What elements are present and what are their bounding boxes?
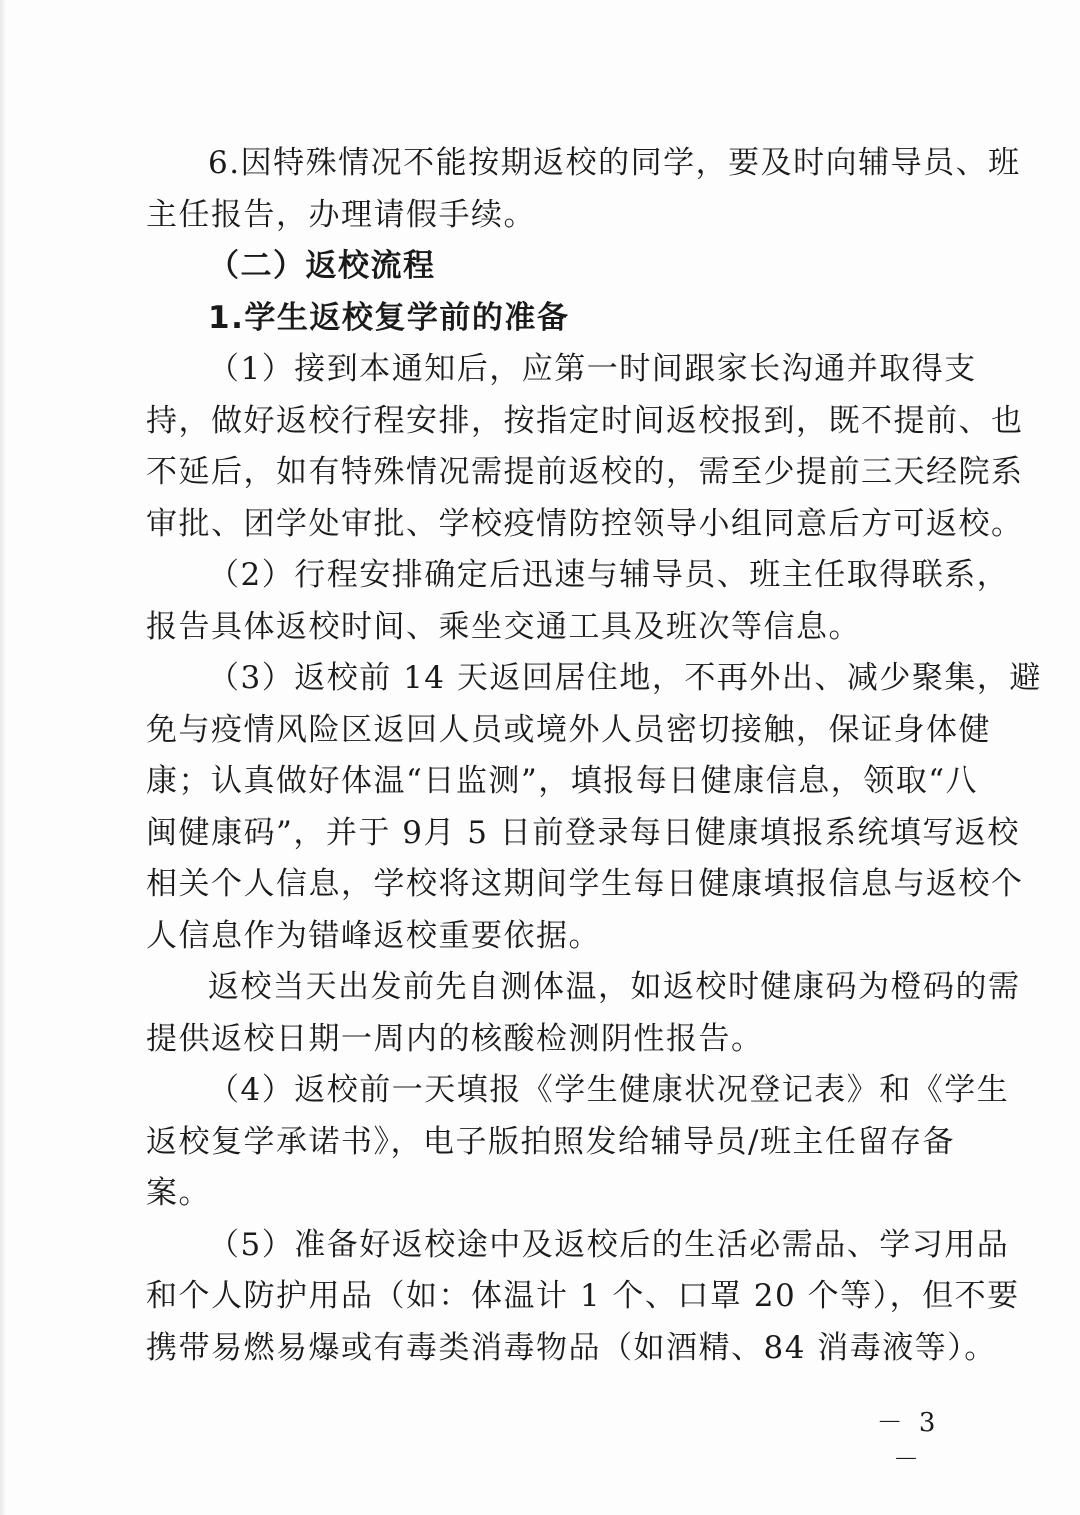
paragraph-line: 闽健康码”，并于 9月 5 日前登录每日健康填报系统填写返校	[146, 814, 1020, 851]
paragraph-line: 案。	[146, 1175, 211, 1211]
paragraph-line: 不延后，如有特殊情况需提前返校的，需至少提前三天经院系	[146, 454, 1024, 490]
paragraph-line: 返校当天出发前先自测体温，如返校时健康码为橙码的需	[208, 969, 1021, 1005]
paragraph-line: 康；认真做好体温“日监测”，填报每日健康信息，领取“八	[146, 763, 979, 799]
paragraph-line: 提供返校日期一周内的核酸检测阴性报告。	[146, 1020, 764, 1057]
paragraph-line: 返校复学承诺书》，电子版拍照发给辅导员/班主任留存备	[146, 1123, 955, 1160]
paragraph-line: （1）接到本通知后，应第一时间跟家长沟通并取得支	[208, 351, 977, 387]
paragraph-line: （2）行程安排确定后迅速与辅导员、班主任取得联系，	[208, 557, 1010, 593]
subsection-heading: 1.学生返校复学前的准备	[208, 299, 570, 336]
paragraph-line: （5）准备好返校途中及返校后的生活必需品、学习用品	[208, 1226, 1010, 1263]
paragraph-line: （3）返校前 14 天返回居住地，不再外出、减少聚集，避	[208, 660, 1042, 696]
paragraph-line: 相关个人信息，学校将这期间学生每日健康填报信息与返校个	[146, 866, 1024, 902]
paragraph-line: 和个人防护用品（如：体温计 1 个、口罩 20 个等），但不要	[146, 1278, 1020, 1314]
paragraph-line: 主任报告，办理请假手续。	[146, 196, 536, 233]
paragraph-line: 携带易燃易爆或有毒类消毒物品（如酒精、84 消毒液等）。	[146, 1329, 997, 1366]
paragraph-line: 审批、团学处审批、学校疫情防控领导小组同意后方可返校。	[146, 505, 1024, 542]
document-body	[146, 138, 1042, 1374]
scan-edge	[0, 0, 6, 1515]
page-number: － 3 －	[876, 1408, 940, 1475]
paragraph-line: 报告具体返校时间、乘坐交通工具及班次等信息。	[146, 608, 861, 645]
paragraph-line: 6.因特殊情况不能按期返校的同学，要及时向辅导员、班	[208, 145, 1021, 181]
section-heading: （二）返校流程	[208, 248, 436, 284]
paragraph-line: 人信息作为错峰返校重要依据。	[146, 917, 601, 954]
paragraph-line: 持，做好返校行程安排，按指定时间返校报到，既不提前、也	[146, 402, 1024, 439]
paragraph-line: （4）返校前一天填报《学生健康状况登记表》和《学生	[208, 1072, 1010, 1108]
paragraph-line: 免与疫情风险区返回人员或境外人员密切接触，保证身体健	[146, 711, 991, 748]
